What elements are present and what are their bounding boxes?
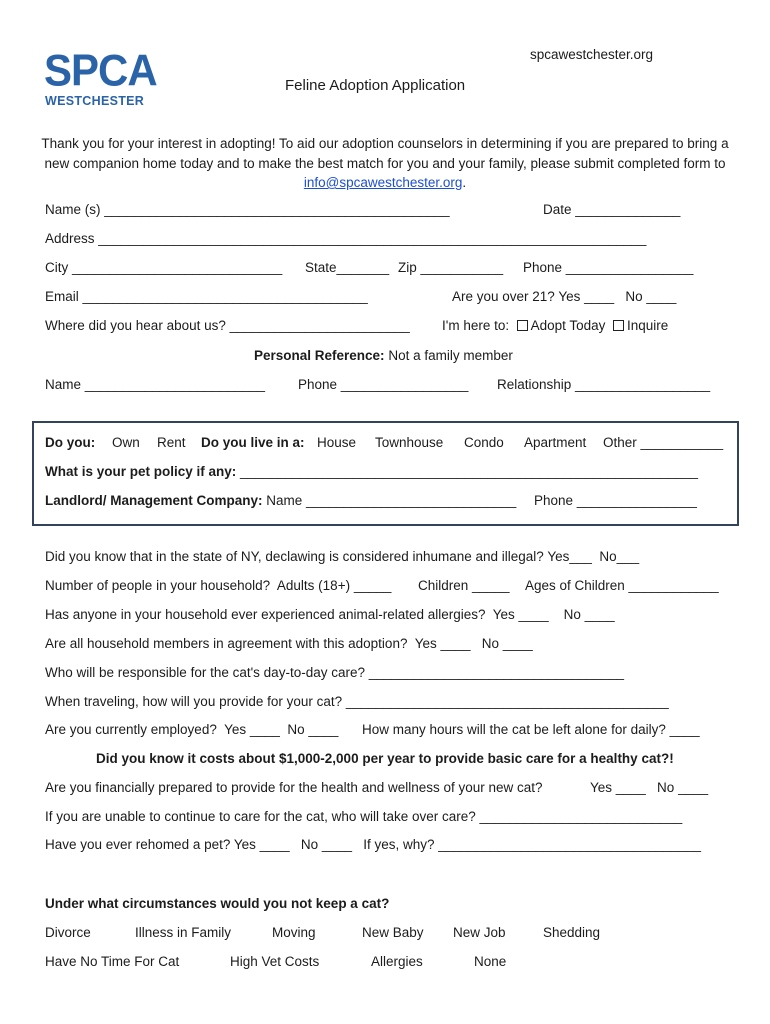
do-you-label: Do you:: [45, 435, 96, 450]
spca-westchester-logo: [44, 45, 157, 112]
landlord-name-field[interactable]: Name ____________________________: [262, 493, 517, 508]
option-shedding[interactable]: Shedding: [543, 925, 601, 940]
townhouse-option[interactable]: Townhouse: [375, 435, 444, 450]
date-field[interactable]: Date ______________: [543, 202, 681, 217]
employment-question[interactable]: Are you currently employed? Yes ____ No ____: [45, 722, 339, 737]
circumstances-heading: Under what circumstances would you not keep a cat?: [45, 896, 390, 911]
option-moving[interactable]: Moving: [272, 925, 316, 940]
visit-purpose: [442, 318, 668, 333]
contact-email-link[interactable]: info@spcawestchester.org: [303, 175, 463, 190]
state-field[interactable]: State_______: [305, 260, 390, 275]
hours-alone-field[interactable]: How many hours will the cat be left alone for daily? ____: [362, 722, 700, 737]
option-divorce[interactable]: Divorce: [45, 925, 91, 940]
reference-relationship-field[interactable]: Relationship __________________: [497, 377, 711, 392]
reference-heading: [254, 348, 513, 363]
children-ages-field[interactable]: Ages of Children ____________: [525, 578, 719, 593]
household-adults-field[interactable]: Number of people in your household? Adults (18+) _____: [45, 578, 392, 593]
form-title: Feline Adoption Application: [285, 77, 466, 94]
house-option[interactable]: House: [317, 435, 357, 450]
reference-title: Personal Reference:: [254, 348, 385, 363]
pet-policy-label: What is your pet policy if any:: [45, 464, 237, 479]
agreement-question[interactable]: Are all household members in agreement with this adoption? Yes ____ No ____: [45, 636, 533, 651]
other-option[interactable]: Other ___________: [603, 435, 724, 450]
pet-policy-line[interactable]: _____________________________________________________________: [236, 464, 699, 479]
adopt-today-label: Adopt Today: [530, 318, 606, 333]
responsible-care-field[interactable]: Who will be responsible for the cat's day-to-day care? __________________________________: [45, 665, 625, 680]
apartment-option[interactable]: Apartment: [524, 435, 587, 450]
traveling-care-field[interactable]: When traveling, how will you provide for your cat? ___________________________________________: [45, 694, 669, 709]
reference-name-field[interactable]: Name ________________________: [45, 377, 265, 392]
email-field[interactable]: Email ______________________________________: [45, 289, 368, 304]
adopt-today-checkbox[interactable]: [517, 320, 528, 331]
visit-purpose-label: I'm here to:: [442, 318, 510, 333]
landlord-field[interactable]: [45, 493, 516, 508]
reference-note: Not a family member: [384, 348, 513, 363]
applicant-name-field[interactable]: Name (s) ______________________________________________: [45, 202, 450, 217]
option-new-baby[interactable]: New Baby: [362, 925, 424, 940]
option-allergies[interactable]: Allergies: [371, 954, 423, 969]
household-children-field[interactable]: Children _____: [418, 578, 510, 593]
option-illness-in-family[interactable]: Illness in Family: [135, 925, 232, 940]
pet-policy-field[interactable]: [45, 464, 698, 479]
inquire-checkbox[interactable]: [613, 320, 624, 331]
landlord-phone-field[interactable]: Phone ________________: [534, 493, 697, 508]
unable-care-field[interactable]: If you are unable to continue to care for the cat, who will take over care? ___________________________: [45, 809, 683, 824]
logo-wordmark: SPCA: [44, 45, 157, 96]
phone-field[interactable]: Phone _________________: [523, 260, 694, 275]
over-21-question[interactable]: Are you over 21? Yes ____ No ____: [452, 289, 677, 304]
referral-source-field[interactable]: Where did you hear about us? ________________________: [45, 318, 410, 333]
allergies-question[interactable]: Has anyone in your household ever experienced animal-related allergies? Yes ____ No ____: [45, 607, 615, 622]
option-no-time[interactable]: Have No Time For Cat: [45, 954, 180, 969]
city-field[interactable]: City ____________________________: [45, 260, 283, 275]
financial-question: Are you financially prepared to provide for the health and wellness of your new cat?: [45, 780, 543, 795]
intro-text-end: .: [462, 175, 467, 190]
inquire-label: Inquire: [626, 318, 669, 333]
financial-answer[interactable]: Yes ____ No ____: [590, 780, 709, 795]
zip-field[interactable]: Zip ___________: [398, 260, 504, 275]
live-in-label: Do you live in a:: [201, 435, 305, 450]
cost-notice: Did you know it costs about $1,000-2,000 per year to provide basic care for a healthy cat?!: [96, 751, 674, 766]
website-url[interactable]: spcawestchester.org: [530, 47, 654, 62]
rent-option[interactable]: Rent: [157, 435, 186, 450]
option-none[interactable]: None: [474, 954, 507, 969]
rehomed-question[interactable]: Have you ever rehomed a pet? Yes ____ No ____ If yes, why? ___________________________________: [45, 837, 702, 852]
condo-option[interactable]: Condo: [464, 435, 504, 450]
option-vet-costs[interactable]: High Vet Costs: [230, 954, 320, 969]
option-new-job[interactable]: New Job: [453, 925, 506, 940]
logo-subtitle: WESTCHESTER: [45, 94, 145, 108]
reference-phone-field[interactable]: Phone _________________: [298, 377, 469, 392]
landlord-label: Landlord/ Management Company:: [45, 493, 263, 508]
own-option[interactable]: Own: [112, 435, 140, 450]
declaw-question[interactable]: Did you know that in the state of NY, declawing is considered inhumane and illegal? Yes___ No___: [45, 549, 640, 564]
intro-paragraph: [40, 134, 730, 193]
address-field[interactable]: Address _________________________________________________________________________: [45, 231, 647, 246]
intro-text: Thank you for your interest in adopting! To aid our adoption counselors in determining if you are prepared to bring a new companion home today and to make the best match for you and your family, please submit completed form to: [41, 136, 729, 171]
